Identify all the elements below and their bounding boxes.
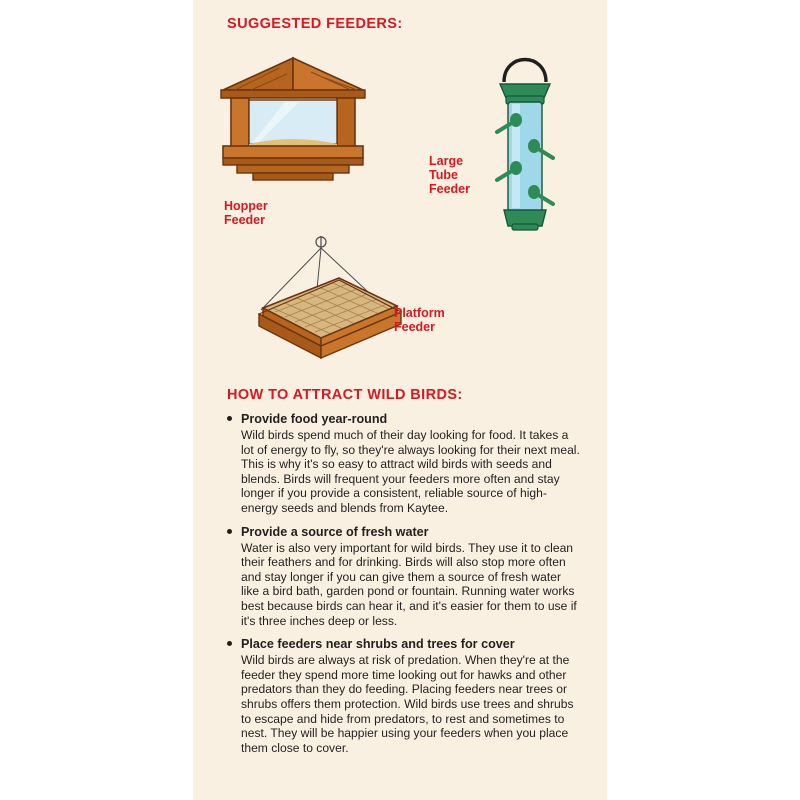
bullet-heading-text: Provide a source of fresh water — [241, 524, 429, 539]
list-item — [227, 412, 582, 516]
info-panel — [193, 0, 607, 800]
bullet-dot-icon — [227, 641, 232, 646]
list-item — [227, 637, 582, 755]
platform-caption-line2: Feeder — [394, 320, 435, 334]
bullet-heading-text: Place feeders near shrubs and trees for cover — [241, 637, 515, 652]
bullet-heading — [227, 412, 582, 427]
bullet-heading — [227, 525, 582, 540]
platform-feeder-icon — [243, 234, 403, 374]
feeder-illustrations — [193, 44, 607, 374]
bullet-dot-icon — [227, 529, 232, 534]
bullet-heading — [227, 637, 582, 652]
hopper-feeder-icon — [215, 54, 375, 194]
how-to-attract-title: HOW TO ATTRACT WILD BIRDS: — [227, 387, 463, 403]
large-tube-feeder-caption — [429, 154, 470, 196]
attract-bullet-list — [227, 412, 582, 764]
bullet-body-text: Wild birds spend much of their day looking for food. It takes a lot of energy to fly, so they're always looking for their next meal. This is why it's so easy to attract wild birds with seeds and blends. Birds will frequent your feeders more often and stay longer if you provide a consistent, reliable source of high-energy seeds and blends from Kaytee. — [241, 428, 580, 515]
bullet-body-text: Water is also very important for wild birds. They use it to clean their feathers and for drinking. Birds will also stop more often and stay longer if you can give them a source of fresh water like a bird bath, garden pond or fountain. Running water works best because birds can hear it, and it's easier for them to use if it's three inches deep or less. — [241, 540, 577, 628]
tube-caption-line2: Tube — [429, 168, 458, 182]
hopper-caption-line1: Hopper — [224, 199, 268, 213]
large-tube-feeder-icon — [470, 44, 580, 244]
hopper-caption-line2: Feeder — [224, 213, 265, 227]
tube-caption-line3: Feeder — [429, 182, 470, 196]
bullet-body-text: Wild birds are always at risk of predation. When they're at the feeder they spend more time looking out for hawks and other predators than they do feeding. Placing feeders near trees or shrubs offers them protection. Wild birds use trees and shrubs to escape and hide from predators, to rest and sometimes to nest. They will be happier using your feeders when you place them close to cover. — [241, 653, 574, 755]
platform-feeder-caption — [394, 306, 445, 334]
platform-caption-line1: Platform — [394, 306, 445, 320]
hopper-feeder-caption — [224, 199, 268, 227]
tube-caption-line1: Large — [429, 154, 464, 168]
suggested-feeders-title: SUGGESTED FEEDERS: — [227, 16, 403, 32]
bullet-heading-text: Provide food year-round — [241, 412, 388, 426]
bullet-dot-icon — [227, 416, 232, 421]
list-item — [227, 525, 582, 629]
